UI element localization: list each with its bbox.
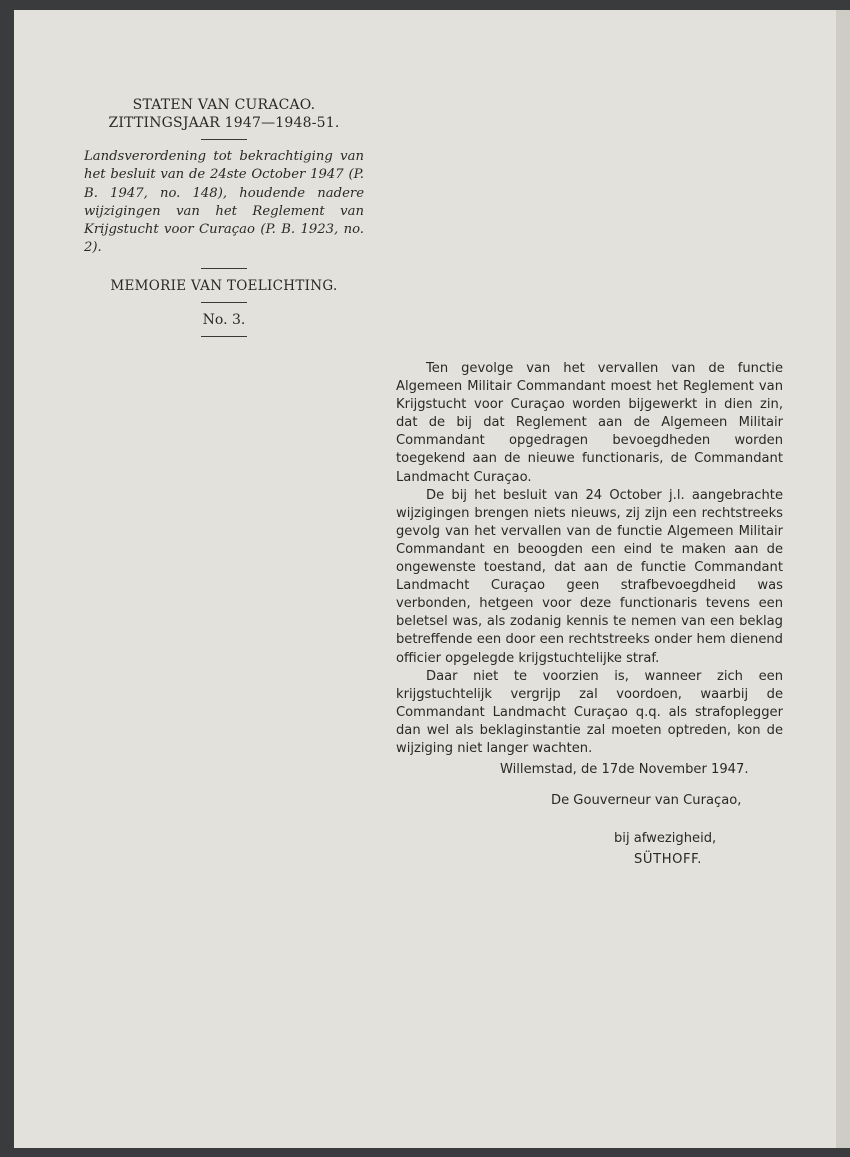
header-line-1: STATEN VAN CURACAO. xyxy=(132,97,316,113)
signature-name: SÜTHOFF. xyxy=(634,852,702,867)
memorie-heading: MEMORIE VAN TOELICHTING. xyxy=(110,277,338,294)
paragraph-2: De bij het besluit van 24 October j.l. aangebrachte wijzigingen brengen niets nieuws, zij zijn een rechtstreeks gevolg van het vervallen van de functie Algemeen Militair Commandant en beoogden een eind te maken aan de ongewenste toestand, dat aan de functie Commandant Landmacht Curaçao geen strafbevoegdheid was verbonden, hetgeen voor deze functionaris tevens een beletsel was, als zodanig kennis te nemen van een beklag betreffende een door een rechtstreeks onder hem dienend officier opgelegde krijgstuchtelijke straf. xyxy=(396,487,783,666)
governor-line: De Gouverneur van Curaçao, xyxy=(551,793,742,808)
document-number: No. 3. xyxy=(202,311,246,328)
left-column xyxy=(84,96,364,345)
paragraph-1: Ten gevolge van het vervallen van de functie Algemeen Militair Commandant moest het Reglement van Krijgstucht voor Curaçao worden bijgewerkt in dien zin, dat de bij dat Reglement aan de Algemeen Militair Commandant opgedragen bevoegdheden worden toegekend aan de nieuwe functionaris, de Commandant Landmacht Curaçao. xyxy=(396,361,783,485)
place-date: Willemstad, de 17de November 1947. xyxy=(500,762,749,777)
divider xyxy=(201,268,247,269)
header-line-2: ZITTINGSJAAR 1947—1948-51. xyxy=(108,115,340,131)
absence-line: bij afwezigheid, xyxy=(614,831,717,846)
explanatory-text xyxy=(396,360,783,758)
paragraph-3: Daar niet te voorzien is, wanneer zich een krijgstuchtelijk vergrijp zal voordoen, waarbij de Commandant Landmacht Curaçao q.q. als strafoplegger dan wel als beklaginstantie zal moeten optreden, kon de wijziging niet langer wachten. xyxy=(396,668,783,756)
page-edge xyxy=(836,10,850,1148)
divider xyxy=(201,139,247,140)
divider xyxy=(201,336,247,337)
divider xyxy=(201,302,247,303)
document-title: Landsverordening tot bekrachtiging van het besluit van de 24ste October 1947 (P. B. 1947, no. 148), houdende nadere wijzigingen van het Reglement van Krijgstucht voor Curaçao (P. B. 1923, no. 2). xyxy=(84,149,364,256)
